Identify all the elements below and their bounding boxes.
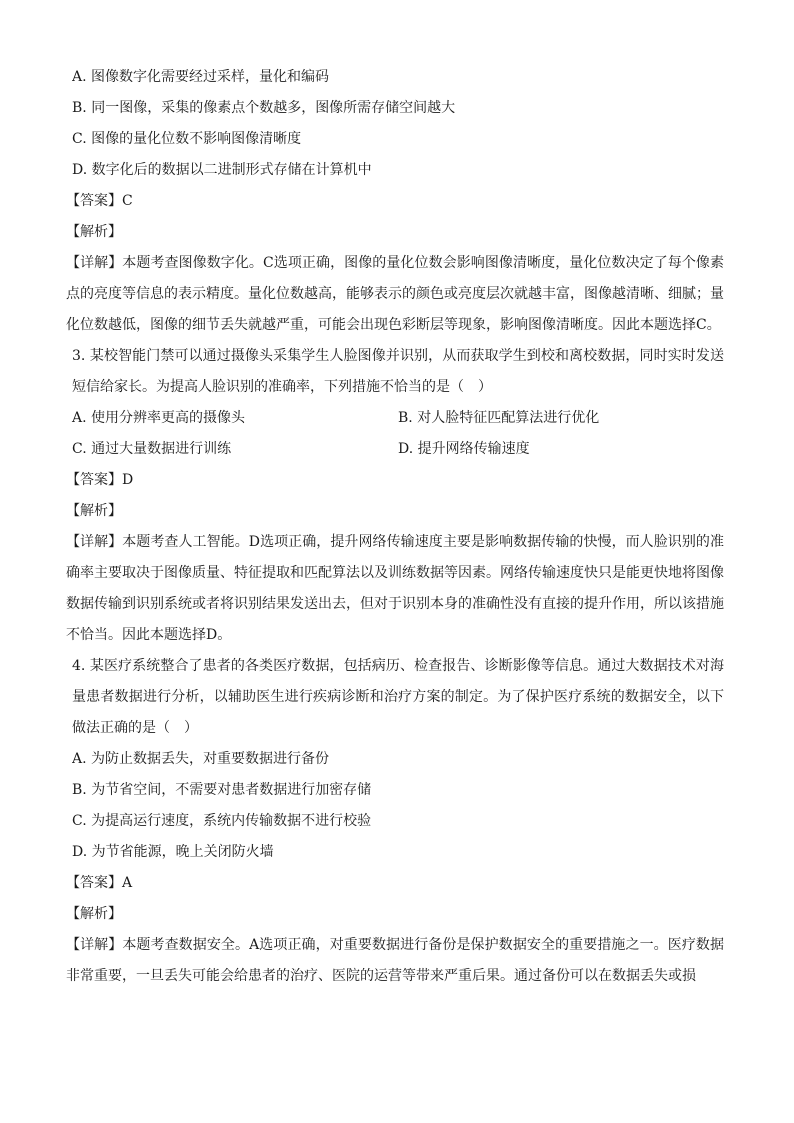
q2-option-d: D. 数字化后的数据以二进制形式存储在计算机中 [72,162,372,178]
q3-detail: 【详解】本题考查人工智能。D选项正确，提升网络传输速度主要是影响数据传输的快慢，而人脸识别的准确率主要取决于图像质量、特征提取和匹配算法以及训练数据等因素。网络传输速度快只是能更快地将图像数据传输到识别系统或者将识别结果发送出去，但对于识别本身的准确性没有直接的提升作用，所以该措施不恰当。因此本题选择D。 [66,534,724,643]
q3-options-row-2 [72,434,724,465]
q2-option-b: B. 同一图像，采集的像素点个数越多，图像所需存储空间越大 [72,100,456,116]
document-page [66,62,724,992]
q3-analysis-heading: 【解析】 [66,503,122,519]
q4-detail: 【详解】本题考查数据安全。A选项正确，对重要数据进行备份是保护数据安全的重要措施之一。医疗数据非常重要，一旦丢失可能会给患者的治疗、医院的运营等带来严重后果。通过备份可以在数据丢失或损 [66,937,724,984]
q4-answer: 【答案】A [66,875,133,891]
q3-option-c: C. 通过大量数据进行训练 [72,441,232,457]
q2-analysis-heading: 【解析】 [66,224,122,240]
q3-option-a: A. 使用分辨率更高的摄像头 [72,410,246,426]
q3-stem: 3. 某校智能门禁可以通过摄像头采集学生人脸图像并识别，从而获取学生到校和离校数据，同时实时发送短信给家长。为提高人脸识别的准确率，下列措施不恰当的是（ ） [72,348,724,395]
q2-detail: 【详解】本题考查图像数字化。C选项正确，图像的量化位数会影响图像清晰度，量化位数决定了每个像素点的亮度等信息的表示精度。量化位数越高，能够表示的颜色或亮度层次就越丰富，图像越清晰、细腻；量化位数越低，图像的细节丢失就越严重，可能会出现色彩断层等现象，影响图像清晰度。因此本题选择C。 [66,255,724,333]
q3-option-b: B. 对人脸特征匹配算法进行优化 [398,410,600,426]
q3-option-d: D. 提升网络传输速度 [398,441,530,457]
q4-option-c: C. 为提高运行速度，系统内传输数据不进行校验 [72,813,372,829]
q4-option-d: D. 为节省能源，晚上关闭防火墙 [72,844,274,860]
q2-option-a: A. 图像数字化需要经过采样，量化和编码 [72,69,330,85]
q3-options-row-1 [72,403,724,434]
q4-analysis-heading: 【解析】 [66,906,122,922]
q3-answer: 【答案】D [66,472,134,488]
q2-option-c: C. 图像的量化位数不影响图像清晰度 [72,131,302,147]
q4-option-b: B. 为节省空间，不需要对患者数据进行加密存储 [72,782,372,798]
q2-answer: 【答案】C [66,193,133,209]
q4-stem: 4. 某医疗系统整合了患者的各类医疗数据，包括病历、检查报告、诊断影像等信息。通过大数据技术对海量患者数据进行分析，以辅助医生进行疾病诊断和治疗方案的制定。为了保护医疗系统的数据安全，以下做法正确的是（ ） [72,658,724,736]
q4-option-a: A. 为防止数据丢失，对重要数据进行备份 [72,751,330,767]
